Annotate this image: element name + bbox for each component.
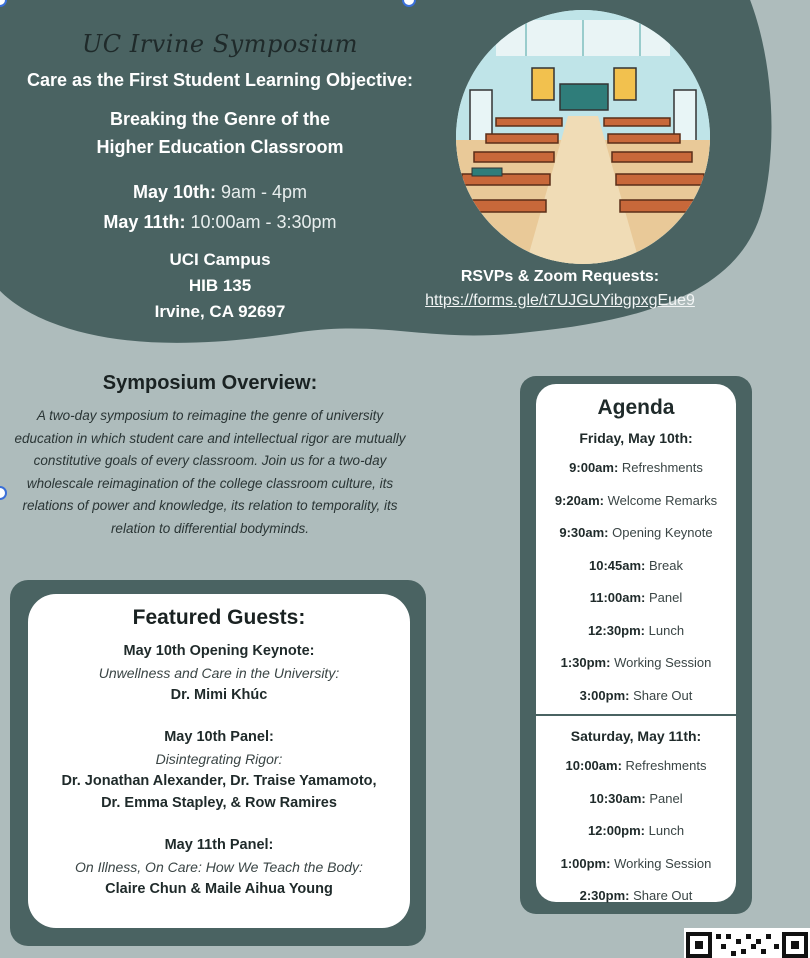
qr-code-icon	[684, 928, 810, 958]
overview-title: Symposium Overview:	[102, 372, 318, 394]
friday-agenda	[536, 452, 736, 712]
symposium-overview	[10, 372, 410, 540]
agenda-item: 9:20am: Welcome Remarks	[554, 492, 718, 508]
guest-block	[28, 834, 410, 900]
guest-block	[28, 640, 410, 706]
guest-talk-title: Disintegrating Rigor:	[155, 751, 283, 767]
guest-names: Dr. Emma Stapley, & Row Ramires	[101, 795, 337, 811]
main-title: Care as the First Student Learning Objective:	[26, 70, 414, 90]
selection-handle[interactable]	[0, 486, 7, 500]
agenda-item: 1:30pm: Working Session	[560, 655, 712, 670]
agenda-item: 9:00am: Refreshments	[569, 460, 703, 475]
agenda-item: 10:30am: Panel	[589, 790, 683, 806]
event-location: UCI Campus HIB 135 Irvine, CA 92697	[154, 250, 286, 321]
friday-head: Friday, May 10th:	[579, 430, 693, 446]
guest-names: Claire Chun & Maile Aihua Young	[105, 881, 333, 897]
header-text	[0, 30, 440, 325]
guest-session-head: May 11th Panel:	[164, 837, 274, 853]
guest-names: Dr. Jonathan Alexander, Dr. Traise Yamamoto,	[61, 773, 377, 789]
event-dates	[0, 177, 440, 237]
guest-block	[28, 726, 410, 814]
guests-title: Featured Guests:	[132, 606, 306, 629]
agenda-item: 9:30am: Opening Keynote	[559, 525, 713, 540]
date-line: May 11th: 10:00am - 3:30pm	[103, 212, 337, 232]
agenda-item: 10:45am: Break	[589, 557, 683, 573]
script-title: UC Irvine Symposium	[82, 30, 358, 58]
agenda-item: 3:00pm: Share Out	[579, 687, 693, 703]
agenda-divider	[536, 714, 736, 716]
agenda-item: 12:00pm: Lunch	[587, 823, 685, 838]
classroom-illustration	[456, 10, 710, 264]
subtitle-line: Higher Education Classroom	[96, 137, 344, 157]
agenda-title: Agenda	[597, 396, 675, 419]
rsvp-title: RSVPs & Zoom Requests:	[460, 268, 660, 285]
featured-guests-card	[28, 594, 410, 928]
guest-talk-title: Unwellness and Care in the University:	[98, 665, 340, 681]
rsvp-section	[380, 268, 740, 310]
guest-session-head: May 10th Opening Keynote:	[123, 643, 315, 659]
agenda-item: 10:00am: Refreshments	[565, 758, 707, 773]
overview-text: A two-day symposium to reimagine the genre of university education in which student care and intellectual rigor are mutually constitutive goals of every classroom. Join us for a two-day wholescale reimagination of the college classroom culture, its relations of power and knowledge, its relation to temporality, its relation to differential bodyminds.	[14, 408, 406, 536]
guest-names: Dr. Mimi Khúc	[170, 687, 268, 703]
agenda-item: 11:00am: Panel	[589, 590, 683, 605]
saturday-head: Saturday, May 11th:	[570, 728, 702, 744]
guest-session-head: May 10th Panel:	[164, 729, 274, 745]
rsvp-link[interactable]: https://forms.gle/t7UJGUYibgpxgEue9	[425, 292, 695, 309]
agenda-card	[536, 384, 736, 902]
guest-talk-title: On Illness, On Care: How We Teach the Body:	[75, 859, 363, 875]
subtitle-line: Breaking the Genre of the	[109, 109, 331, 129]
saturday-agenda	[536, 750, 736, 913]
agenda-item: 12:30pm: Lunch	[587, 622, 685, 638]
agenda-item: 2:30pm: Share Out	[579, 888, 693, 903]
sub-title	[0, 105, 440, 161]
date-line: May 10th: 9am - 4pm	[132, 182, 308, 202]
agenda-item: 1:00pm: Working Session	[560, 855, 712, 871]
